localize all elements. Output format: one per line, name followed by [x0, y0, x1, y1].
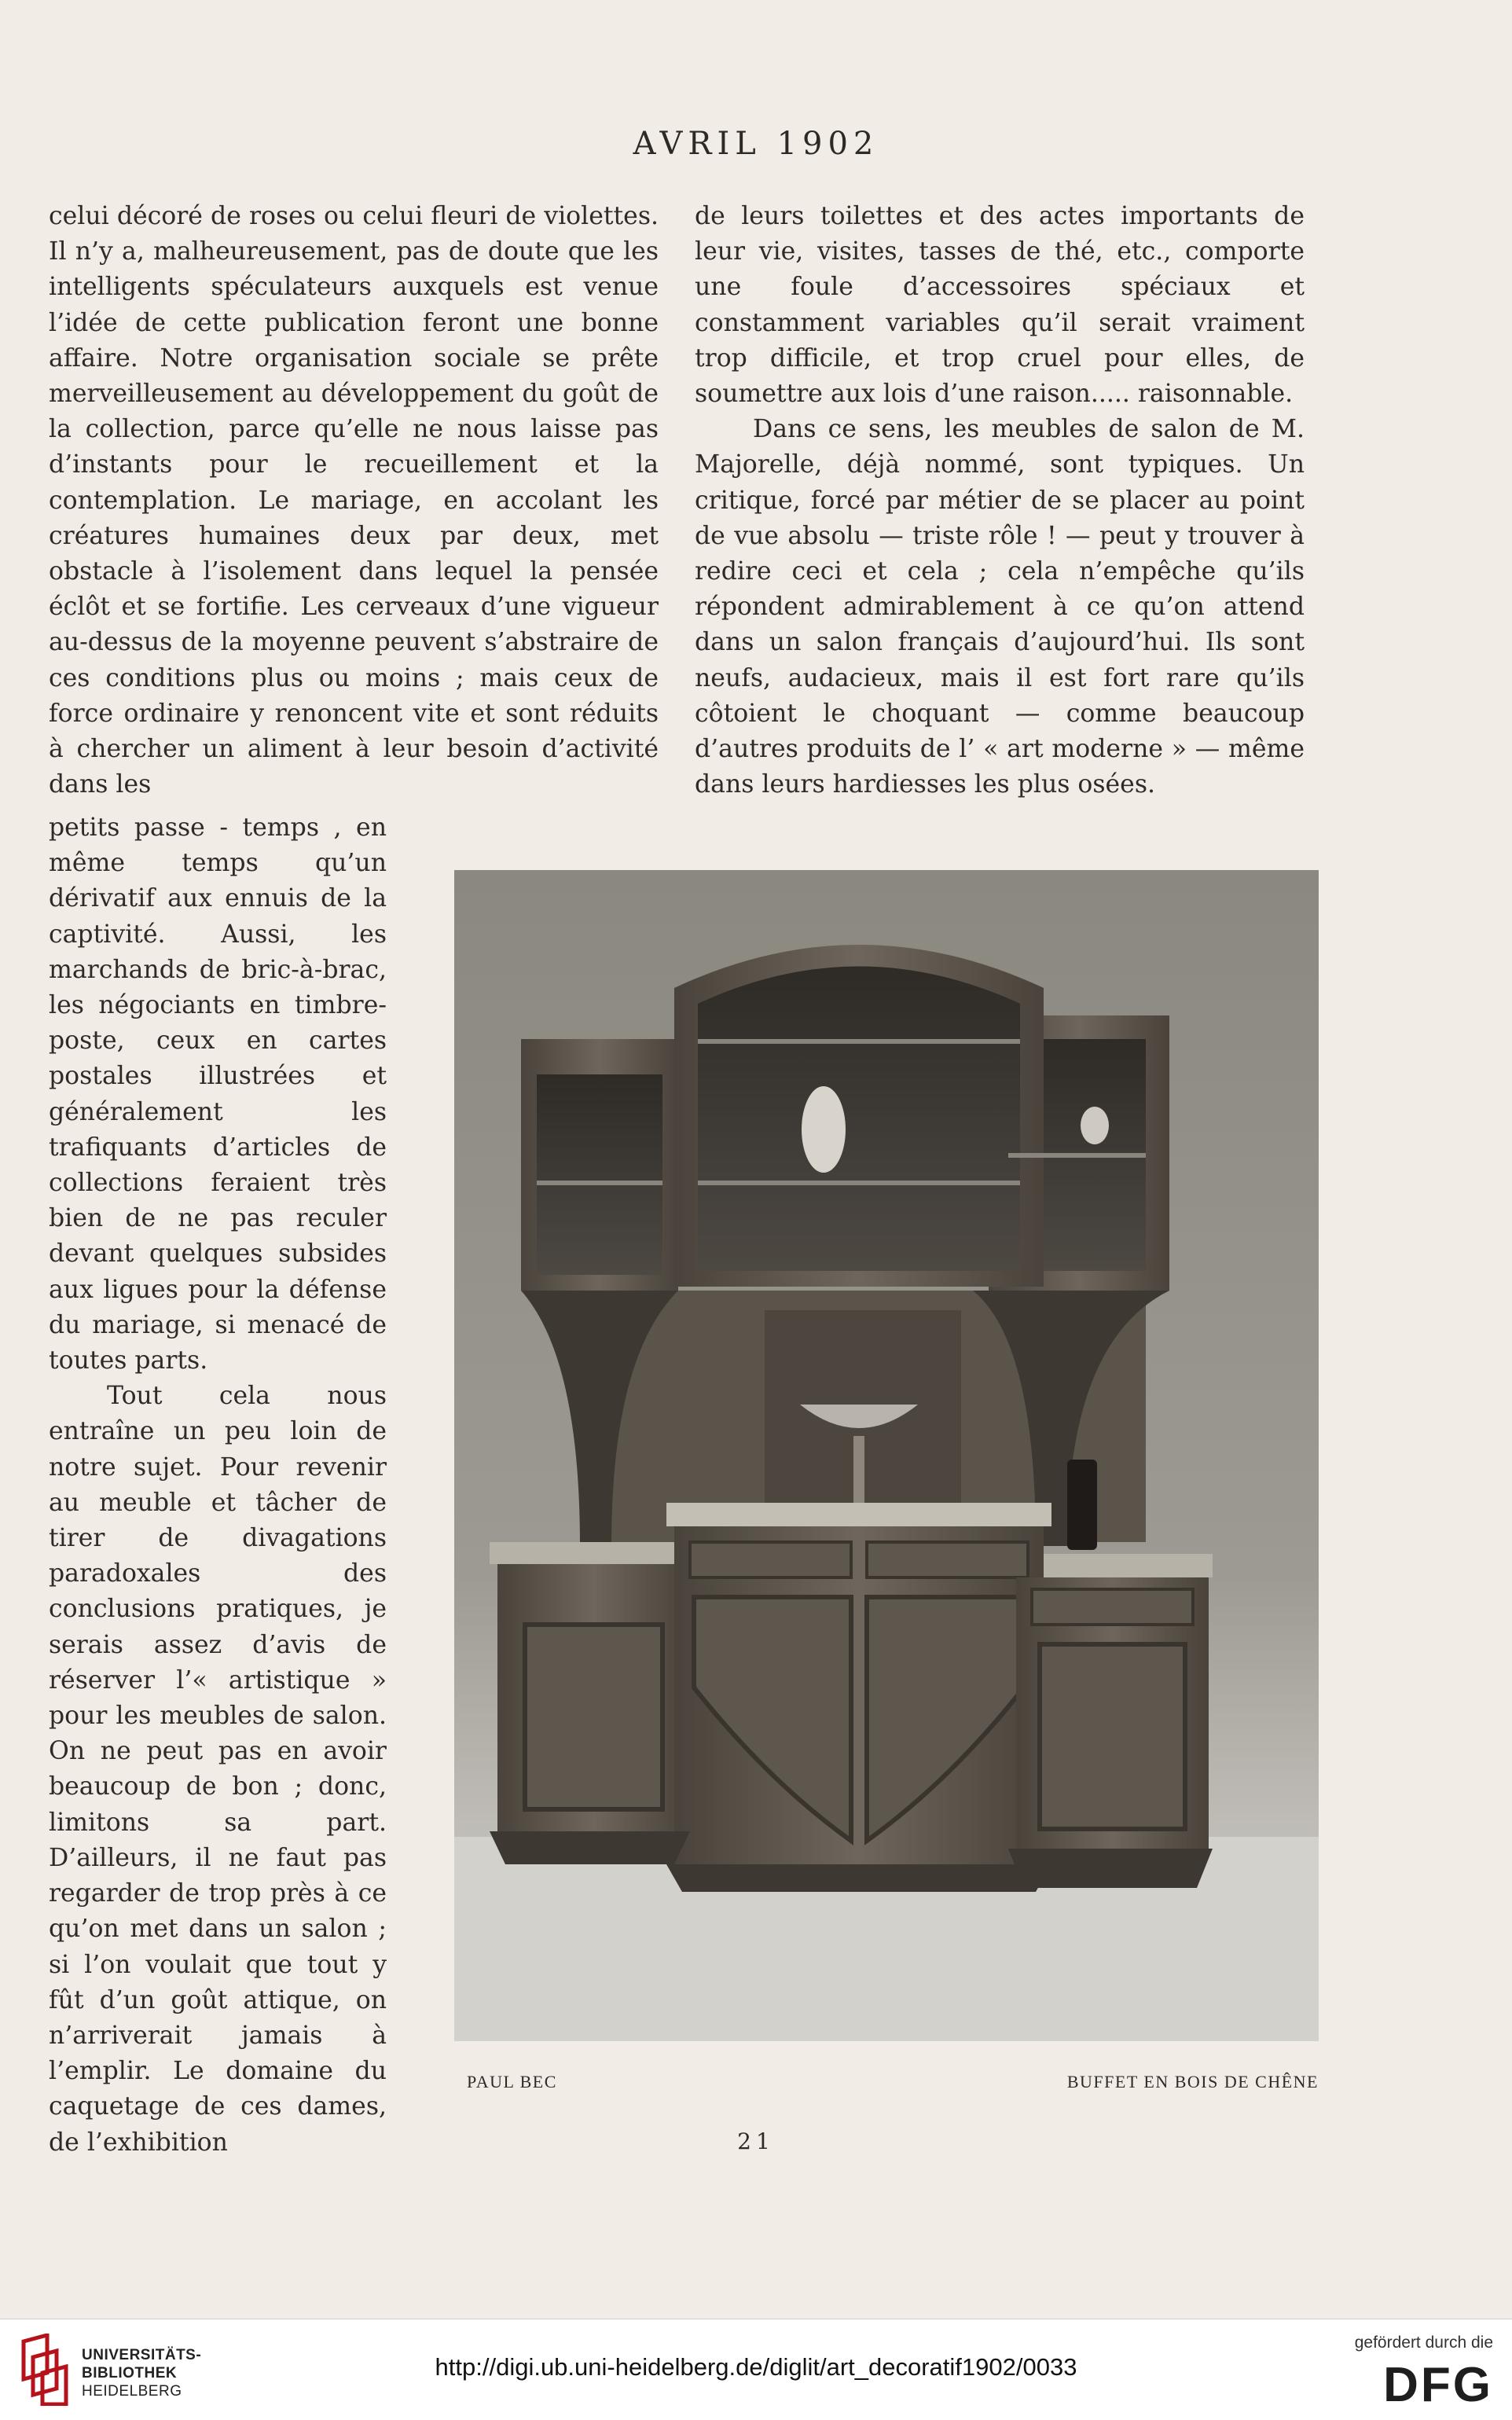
library-line: HEIDELBERG	[82, 2383, 182, 2400]
buffet-photograph	[454, 870, 1319, 2041]
viewer-footer	[0, 2319, 1512, 2420]
funding-label: gefördert durch die	[1354, 2334, 1493, 2352]
dfg-logo: DFG	[1383, 2358, 1493, 2412]
buffet-illustration	[454, 870, 1319, 2041]
paragraph: celui décoré de roses ou celui fleuri de violettes. Il n’y a, malheureusement, pas de doute que les intelligents spéculateurs auxquels est venue l’idée de cette publication feront une bonne affaire. Notre organisation sociale se prête merveilleusement au développement du goût de la collection, parce qu’elle ne nous laisse pas d’instants pour le recueillement et la contemplation. Le mariage, en accolant les créatures humaines deux par deux, met obstacle à l’isolement dans lequel la pensée éclôt et se fortifie. Les cerveaux d’une vigueur au-dessus de la moyenne peuvent s’abstraire de ces conditions plus ou moins ; mais ceux de force ordinaire y renoncent vite et sont réduits à chercher un aliment à leur besoin d’activité dans les	[49, 202, 659, 799]
figure-caption-artist: PAUL BEC	[467, 2072, 557, 2091]
left-column-top	[49, 199, 659, 802]
page-header: AVRIL 1902	[633, 126, 879, 162]
left-column-narrow	[49, 810, 387, 2161]
page-number: 21	[737, 2128, 775, 2154]
paragraph: Tout cela nous entraîne un peu loin de notre sujet. Pour revenir au meuble et tâcher de tirer de divagations paradoxales des conclusions pratiques, je serais assez d’avis de réserver l’« artistique » pour les meubles de salon. On ne peut pas en avoir beaucoup de bon ; donc, limitons sa part. D’ailleurs, il ne faut pas regarder de trop près à ce qu’on met dans un salon ; si l’on voulait que tout y fût d’un goût attique, on n’arriverait jamais à l’emplir. Le domaine du caquetage de ces dames, de l’exhibition	[49, 1382, 387, 2157]
permalink-url[interactable]: http://digi.ub.uni-heidelberg.de/diglit/art_decoratif1902/0033	[435, 2353, 1077, 2381]
library-line: UNIVERSITÄTS-	[82, 2347, 202, 2363]
paragraph: Dans ce sens, les meubles de salon de M. Majorelle, déjà nommé, sont typiques. Un critique, forcé par métier de se placer au point de vue absolu — triste rôle ! — peut y trouver à redire ceci et cela ; cela n’empêche qu’ils répondent admirablement à ce qu’on attend dans un salon français d’aujourd’hui. Ils sont neufs, audacieux, mais il est fort rare qu’ils côtoient le choquant — comme beaucoup d’autres produits de l’ « art moderne » — même dans leurs hardiesses les plus osées.	[695, 415, 1305, 799]
paragraph: petits passe - temps , en même temps qu’un dérivatif aux ennuis de la captivité. Aussi, les marchands de bric-à-brac, les négociants en timbre-poste, ceux en cartes postales illustrées et généralement les trafiquants d’articles de collections feraient très bien de ne pas reculer devant quelques subsides aux ligues pour la défense du mariage, si menacé de toutes parts.	[49, 813, 387, 1375]
paragraph: de leurs toilettes et des actes importants de leur vie, visites, tasses de thé, etc., comporte une foule d’accessoires spéciaux et constamment variables qu’il serait vraiment trop difficile, et trop cruel pour elles, de soumettre aux lois d’une raison..... raisonnable.	[695, 202, 1305, 409]
right-column	[695, 199, 1305, 802]
figure-caption-title: BUFFET EN BOIS DE CHÊNE	[1066, 2072, 1319, 2091]
library-line: BIBLIOTHEK	[82, 2365, 178, 2381]
